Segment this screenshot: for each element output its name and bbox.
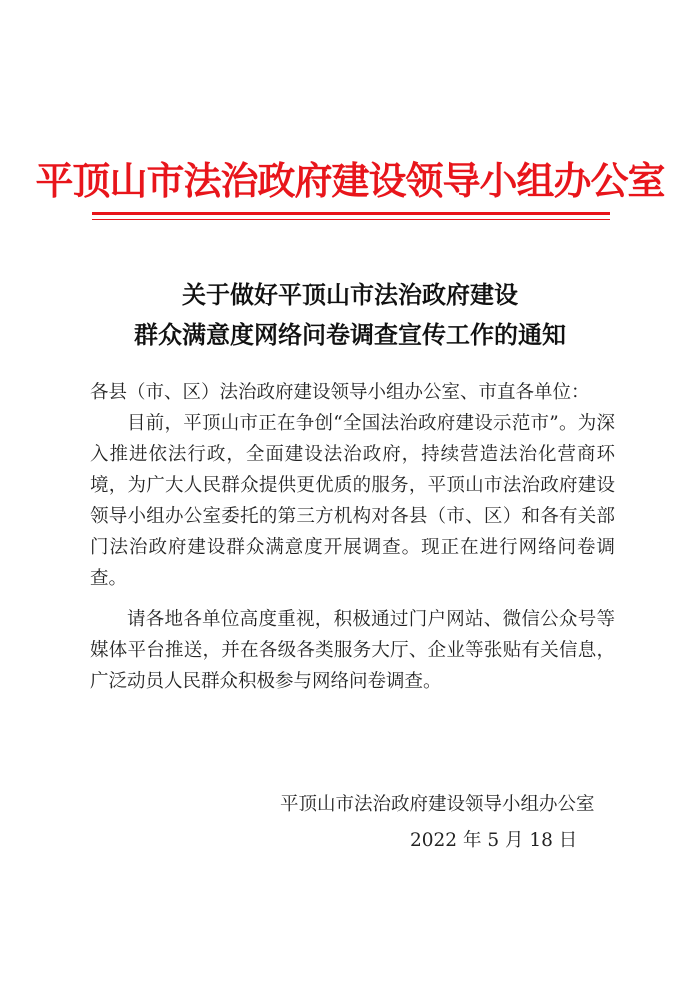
notice-title-line2: 群众满意度网络问卷调查宣传工作的通知 (134, 320, 566, 349)
body-paragraph-2: 请各地各单位高度重视，积极通过门户网站、微信公众号等媒体平台推送，并在各级各类服务大厅、企业等张贴有关信息，广泛动员人民群众积极参与网络问卷调查。 (90, 609, 615, 692)
signature-date: 2022 年 5 月 18 日 (410, 830, 578, 851)
masthead-rule-thick (92, 212, 610, 215)
body-paragraph-1: 目前，平顶山市正在争创“全国法治政府建设示范市”。为深入推进依法行政，全面建设法治政府，持续营造法治化营商环境，为广大人民群众提供更优质的服务，平顶山市法治政府建设领导小组办公室委托的第三方机构对各县（市、区）和各有关部门法治政府建设群众满意度开展调查。现正在进行网络问卷调查。 (90, 413, 615, 589)
masthead-title: 平顶山市法治政府建设领导小组办公室 (35, 158, 665, 203)
salutation: 各县（市、区）法治政府建设领导小组办公室、市直各单位： (90, 382, 590, 403)
masthead-rule-thin (92, 219, 610, 220)
signature-organization: 平顶山市法治政府建设领导小组办公室 (280, 794, 595, 815)
notice-body (90, 377, 615, 697)
notice-title-line1: 关于做好平顶山市法治政府建设 (182, 280, 518, 309)
